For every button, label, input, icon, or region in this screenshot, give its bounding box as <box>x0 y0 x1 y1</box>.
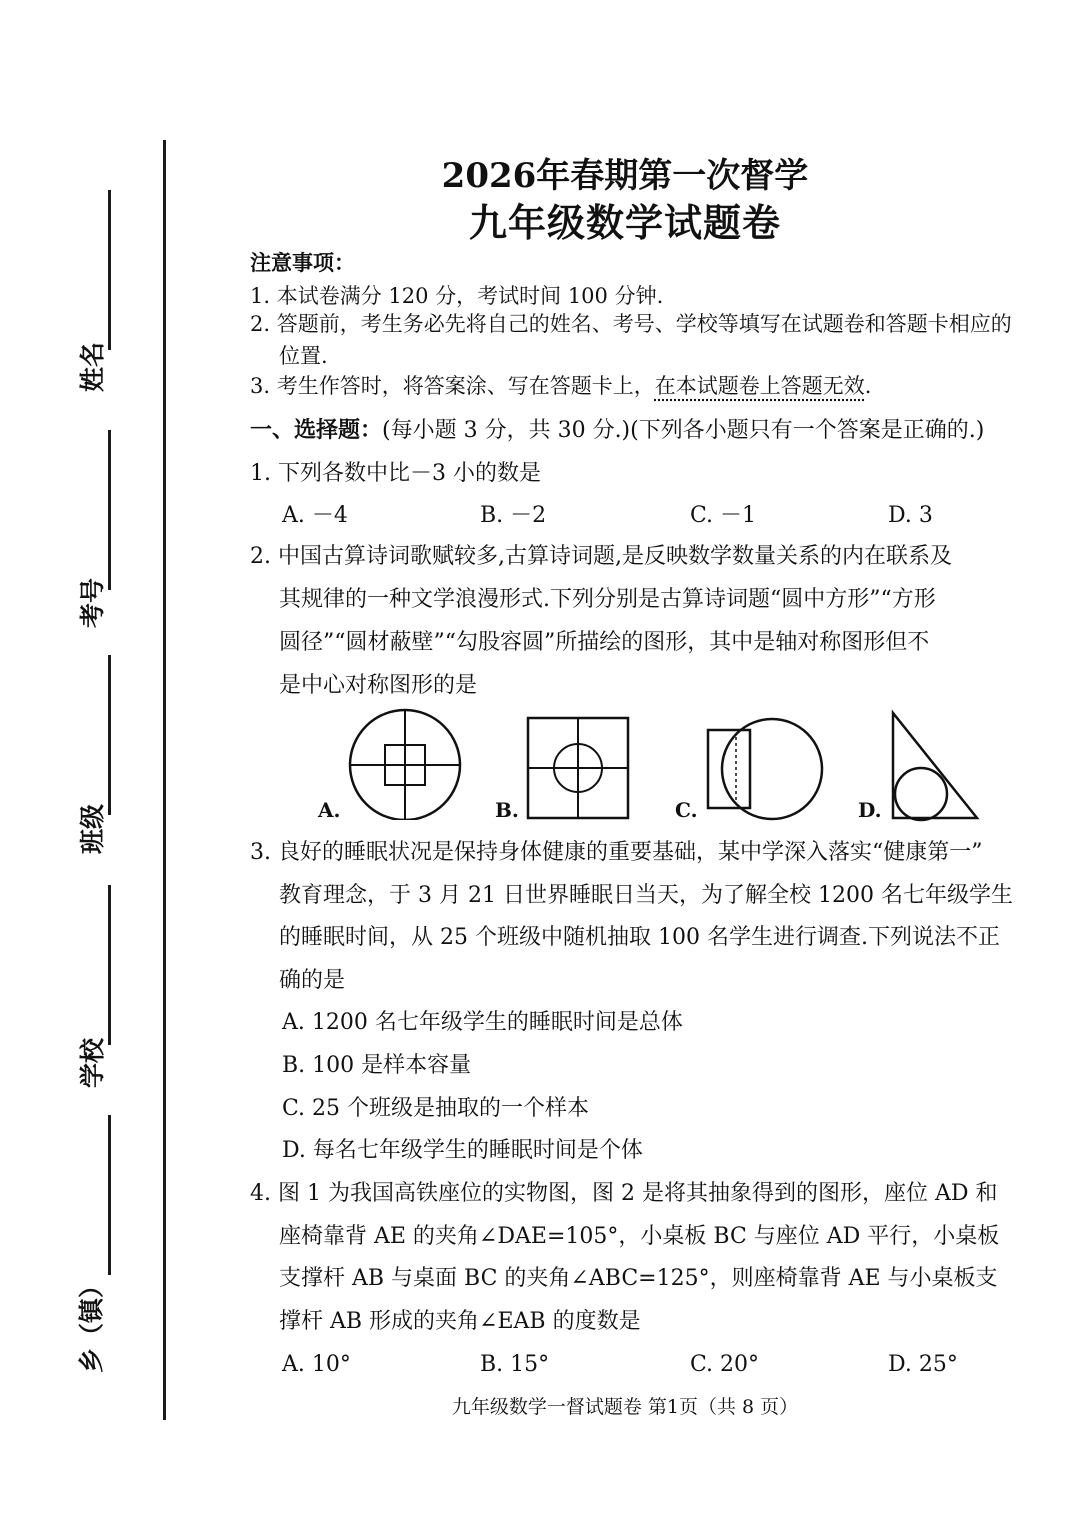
town-blank-line <box>108 1115 111 1275</box>
figure-b-square-with-circle <box>520 712 635 822</box>
q4-line-4: 撑杆 AB 形成的夹角∠EAB 的度数是 <box>279 1309 641 1334</box>
exam-subtitle: 九年级数学试题卷 <box>468 200 781 245</box>
q4-option-a: A. 10° <box>282 1352 351 1377</box>
exam-no-label: 考号 <box>78 577 107 628</box>
q1-option-c: C. －1 <box>690 503 757 528</box>
section-1-header <box>250 414 984 447</box>
figure-c-circle-and-rectangle <box>700 715 830 825</box>
note-3 <box>250 371 871 401</box>
q3-line-1: 3. 良好的睡眠状况是保持身体健康的重要基础，某中学深入落实“健康第一” <box>250 840 983 865</box>
q2-line-2: 其规律的一种文学浪漫形式.下列分别是古算诗词题“圆中方形”“方形 <box>279 587 936 612</box>
school-blank-line <box>108 885 111 1045</box>
figure-a-label: A. <box>318 798 341 822</box>
binding-line <box>163 140 166 1420</box>
town-label: 乡（镇） <box>77 1272 106 1373</box>
q4-line-1: 4. 图 1 为我国高铁座位的实物图，图 2 是将其抽象得到的图形，座位 AD 和 <box>250 1181 998 1206</box>
q1-option-a: A. －4 <box>282 503 348 528</box>
q1-option-b: B. －2 <box>480 503 547 528</box>
q3-line-4: 确的是 <box>279 968 346 993</box>
q4-option-b: B. 15° <box>480 1352 550 1377</box>
note-2-cont: 位置. <box>279 344 328 368</box>
name-blank-line <box>108 190 111 350</box>
q3-option-b: B. 100 是样本容量 <box>282 1053 472 1078</box>
q3-option-c: C. 25 个班级是抽取的一个样本 <box>282 1096 590 1121</box>
q4-option-d: D. 25° <box>888 1352 958 1377</box>
q4-option-c: C. 20° <box>690 1352 760 1377</box>
q2-line-1: 2. 中国古算诗词歌赋较多,古算诗词题,是反映数学数量关系的内在联系及 <box>250 544 952 569</box>
exam-title: 2026年春期第一次督学 <box>441 156 809 196</box>
exam-no-blank-line <box>108 430 111 590</box>
figure-a-circle-with-square <box>340 705 470 820</box>
q2-line-4: 是中心对称图形的是 <box>279 673 478 698</box>
q3-line-3: 的睡眠时间，从 25 个班级中随机抽取 100 名学生进行调查.下列说法不正 <box>279 925 1000 950</box>
q2-line-3: 圆径”“圆材蔽壁”“勾股容圆”所描绘的图形，其中是轴对称图形但不 <box>279 630 930 655</box>
name-label: 姓名 <box>78 341 107 392</box>
figure-c-label: C. <box>675 798 698 822</box>
q1-stem: 1. 下列各数中比－3 小的数是 <box>250 461 541 486</box>
note-1: 1. 本试卷满分 120 分，考试时间 100 分钟. <box>250 284 664 308</box>
q3-option-a: A. 1200 名七年级学生的睡眠时间是总体 <box>282 1010 683 1035</box>
school-label: 学校 <box>78 1037 107 1088</box>
q3-option-d: D. 每名七年级学生的睡眠时间是个体 <box>282 1138 643 1163</box>
class-label: 班级 <box>78 803 107 854</box>
note-3-emphasis: 在本试题卷上答题无效 <box>654 374 865 398</box>
q3-line-2: 教育理念，于 3 月 21 日世界睡眠日当天，为了解全校 1200 名七年级学生 <box>279 883 1013 908</box>
note-2: 2. 答题前，考生务必先将自己的姓名、考号、学校等填写在试题卷和答题卡相应的 <box>250 312 1012 336</box>
q1-option-d: D. 3 <box>888 503 933 528</box>
note-3-text: 3. 考生作答时，将答案涂、写在答题卡上， <box>250 374 655 398</box>
figure-d-triangle-with-incircle <box>885 708 985 823</box>
section-1-heading: 一、选择题： <box>250 417 383 443</box>
page-footer: 九年级数学一督试题卷 第1页（共 8 页） <box>451 1396 799 1418</box>
class-blank-line <box>108 655 111 815</box>
figure-b-label: B. <box>495 798 519 822</box>
note-3-end: . <box>864 374 872 398</box>
q4-line-3: 支撑杆 AB 与桌面 BC 的夹角∠ABC=125°，则座椅靠背 AE 与小桌板支 <box>279 1266 998 1291</box>
figure-d-label: D. <box>858 798 882 822</box>
q4-line-2: 座椅靠背 AE 的夹角∠DAE=105°，小桌板 BC 与座位 AD 平行，小桌板 <box>279 1224 1000 1249</box>
notes-heading: 注意事项： <box>250 250 355 275</box>
section-1-desc: (每小题 3 分，共 30 分.)(下列各小题只有一个答案是正确的.) <box>382 418 985 443</box>
